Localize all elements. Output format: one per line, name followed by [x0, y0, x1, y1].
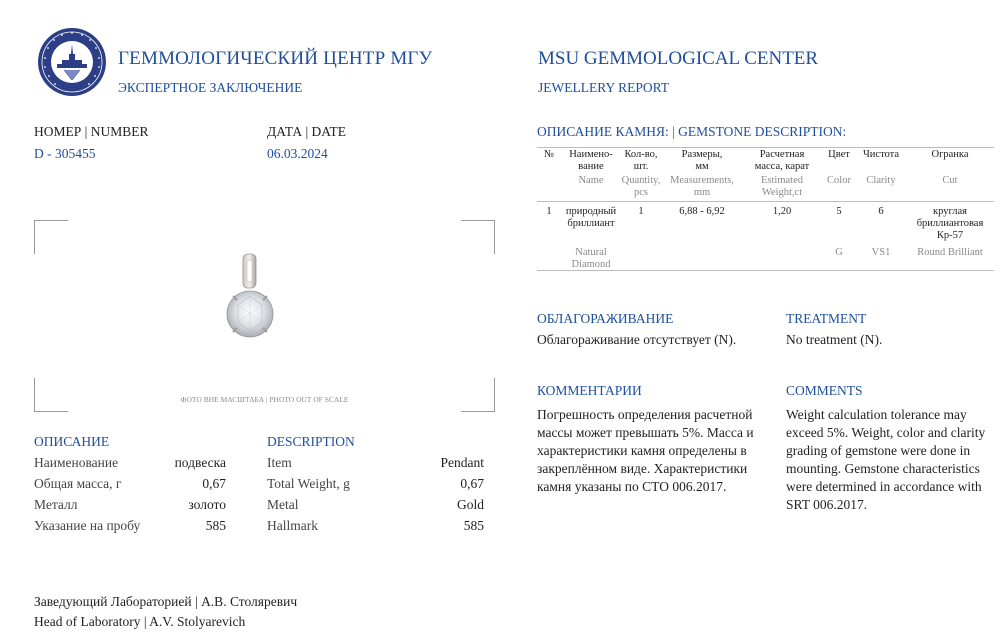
gem-cell-row_ru-0: 1: [546, 206, 552, 217]
title-ru: ГЕММОЛОГИЧЕСКИЙ ЦЕНТР МГУ: [118, 48, 433, 69]
photo-scale-note: ФОТО ВНЕ МАСШТАБА | PHOTO OUT OF SCALE: [180, 395, 349, 404]
gem-cell-row_en-6: VS1: [871, 247, 891, 258]
treatment-en-text: No treatment (N).: [786, 332, 883, 347]
comments-ru-text: Погрешность определения расчетной массы может превышать 5%. Масса и характеристики камня определены в закреплённом виде. Характеристики камня указаны по СТО 006.2017.: [537, 407, 754, 494]
signature-ru: Заведующий Лабораторией | А.В. Столяревич: [34, 594, 298, 609]
treatment-ru-heading: ОБЛАГОРАЖИВАНИЕ: [537, 311, 674, 326]
title-en: MSU GEMMOLOGICAL CENTER: [538, 48, 819, 69]
comments-en-heading: COMMENTS: [786, 383, 863, 398]
msu-seal-logo: [37, 27, 107, 97]
gem-cell-row_ru-7: круглая бриллиантовая Кр-57: [916, 206, 984, 241]
photo-frame-corner: [461, 220, 495, 254]
comments-ru-heading: КОММЕНТАРИИ: [537, 383, 642, 398]
description-value: 0,67: [202, 476, 226, 491]
gem-cell-headers_en-7: Cut: [942, 175, 958, 186]
description-value: подвеска: [174, 455, 226, 470]
gem-cell-headers_en-2: Quantity, pcs: [621, 175, 661, 198]
date-label: ДАТА | DATE: [267, 124, 347, 139]
description-value: 585: [205, 518, 226, 533]
gem-cell-row_ru-6: 6: [878, 206, 884, 217]
table-rule: [537, 201, 994, 202]
gem-cell-headers_ru-4: Расчетная масса, карат: [754, 149, 810, 172]
description-key: Металл: [34, 497, 78, 512]
gem-cell-row_ru-5: 5: [836, 206, 842, 217]
treatment-en-heading: TREATMENT: [786, 311, 867, 326]
subtitle-ru: ЭКСПЕРТНОЕ ЗАКЛЮЧЕНИЕ: [118, 80, 303, 95]
description-key: Наименование: [34, 455, 119, 470]
gem-cell-headers_ru-6: Чистота: [862, 149, 900, 160]
date-value: 06.03.2024: [267, 146, 328, 161]
comments-en-text: Weight calculation tolerance may exceed 5%. Weight, color and clarity grading of gemstone were done in mounting. Gemstone characteristics were determined in accordance with SRT 006.2017.: [786, 407, 986, 512]
photo-frame-corner: [34, 220, 68, 254]
description-key: Item: [267, 455, 292, 470]
subtitle-en: JEWELLERY REPORT: [538, 80, 670, 95]
gemstone-heading: ОПИСАНИЕ КАМНЯ: | GEMSTONE DESCRIPTION:: [537, 124, 847, 139]
description-value: золото: [188, 497, 226, 512]
gem-cell-headers_ru-0: №: [543, 149, 555, 160]
number-value: D - 305455: [34, 146, 96, 161]
gem-cell-headers_ru-2: Кол-во, шт.: [624, 149, 658, 172]
gem-cell-headers_ru-1: Наимено- вание: [569, 149, 613, 172]
table-rule: [537, 147, 994, 148]
gem-cell-row_en-7: Round Brilliant: [917, 247, 983, 258]
gem-cell-headers_en-5: Color: [827, 175, 851, 186]
description-key: Указание на пробу: [34, 518, 141, 533]
gem-cell-row_ru-4: 1,20: [772, 206, 792, 217]
gem-cell-headers_en-3: Measurements, mm: [670, 175, 734, 198]
gem-cell-headers_en-4: Estimated Weight,ct: [761, 175, 803, 198]
gem-cell-row_ru-1: природный бриллиант: [565, 206, 617, 229]
description-en-heading: DESCRIPTION: [267, 434, 355, 449]
gem-cell-row_ru-3: 6,88 - 6,92: [679, 206, 725, 217]
description-value: Gold: [457, 497, 484, 512]
gem-cell-row_ru-2: 1: [638, 206, 644, 217]
description-key: Общая масса, г: [34, 476, 122, 491]
pendant-photo: [224, 252, 274, 362]
number-label: НОМЕР | NUMBER: [34, 124, 149, 139]
gem-cell-headers_ru-3: Размеры, мм: [681, 149, 723, 172]
description-ru-heading: ОПИСАНИЕ: [34, 434, 110, 449]
gem-cell-headers_ru-7: Огранка: [931, 149, 969, 160]
signature-en: Head of Laboratory | A.V. Stolyarevich: [34, 614, 246, 629]
description-value: Pendant: [440, 455, 484, 470]
gem-cell-row_en-1: Natural Diamond: [571, 247, 611, 270]
description-value: 585: [463, 518, 484, 533]
treatment-ru-text: Облагораживание отсутствует (N).: [537, 332, 737, 347]
gem-cell-row_en-5: G: [835, 247, 843, 258]
gem-cell-headers_ru-5: Цвет: [828, 149, 850, 160]
gem-cell-headers_en-1: Name: [578, 175, 604, 186]
description-key: Hallmark: [267, 518, 318, 533]
gem-cell-headers_en-6: Clarity: [866, 175, 896, 186]
description-value: 0,67: [460, 476, 484, 491]
description-key: Metal: [267, 497, 299, 512]
description-key: Total Weight, g: [267, 476, 350, 491]
